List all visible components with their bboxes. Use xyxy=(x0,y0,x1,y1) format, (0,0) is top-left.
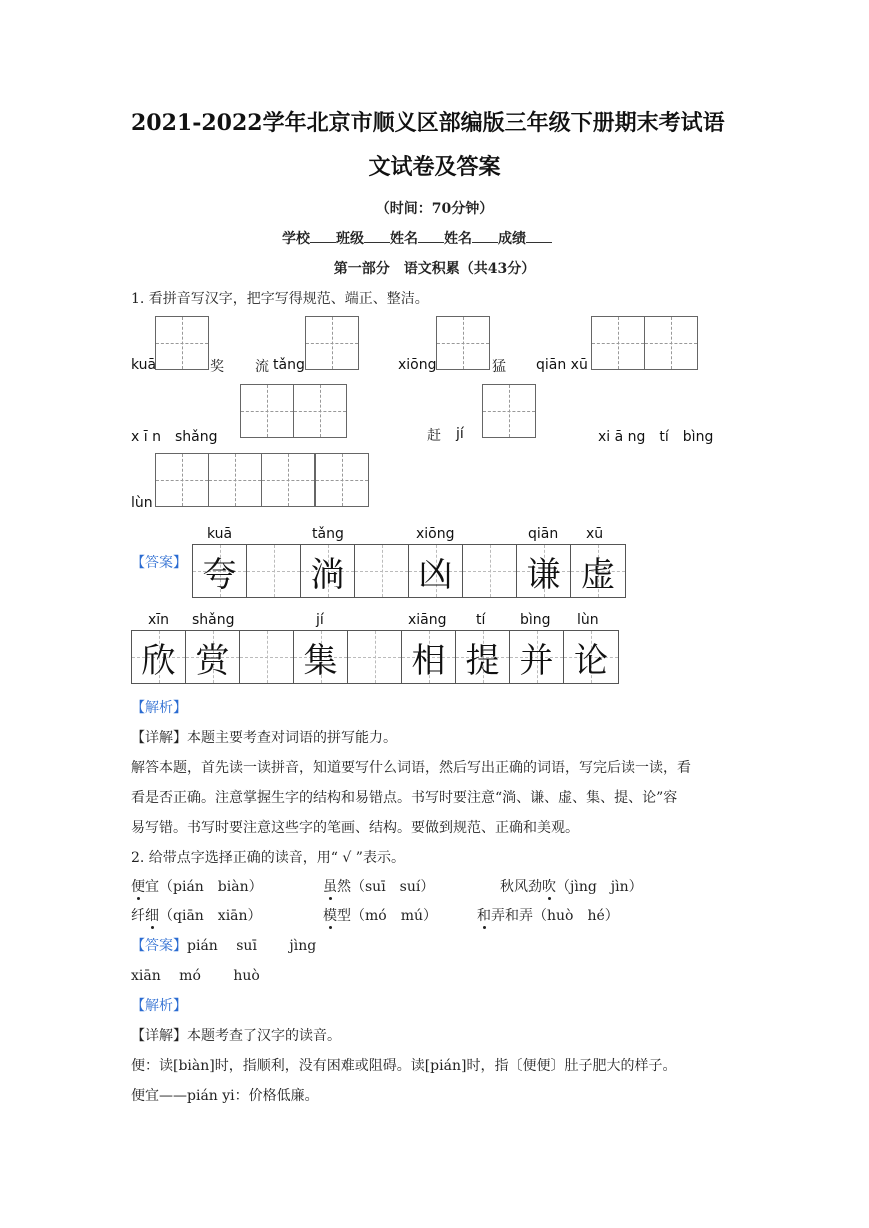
pinyin-kua: kuā xyxy=(131,357,157,373)
info-class: 班级 xyxy=(336,231,364,247)
char-gan: 赶 xyxy=(427,428,441,444)
answer-cell xyxy=(247,545,301,597)
q2-item: 虽然（suī suí） xyxy=(323,879,435,895)
pinyin-xiangtibing: xi ā ng tí bìng xyxy=(598,429,714,445)
char-jiang: 奖 xyxy=(210,359,224,375)
q2-item: 纤细（qiān xiān） xyxy=(131,908,262,924)
pinyin-tang: tǎng xyxy=(273,357,305,373)
answer-cell: 赏 xyxy=(186,631,240,683)
writing-grid xyxy=(644,316,698,370)
writing-grid xyxy=(482,384,536,438)
writing-grid xyxy=(293,384,347,438)
answer-cell: 淌 xyxy=(301,545,355,597)
writing-grid xyxy=(591,316,645,370)
q1-detail: 【详解】本题主要考查对词语的拼写能力。 xyxy=(131,730,397,746)
answer-cell xyxy=(348,631,402,683)
info-name-2: 姓名 xyxy=(444,231,472,247)
ans-pinyin: qiān xyxy=(528,526,559,542)
q2-item: 和弄和弄（huò hé） xyxy=(477,908,619,924)
answer-cell: 集 xyxy=(294,631,348,683)
info-school: 学校 xyxy=(282,231,310,247)
q2-analysis-label: 【解析】 xyxy=(131,998,187,1014)
writing-grid xyxy=(436,316,490,370)
ans-pinyin: tǎng xyxy=(312,526,344,542)
answer-cell: 提 xyxy=(456,631,510,683)
ans-pinyin: shǎng xyxy=(192,612,235,628)
writing-grid xyxy=(261,453,315,507)
page-title-line2: 文试卷及答案 xyxy=(368,154,501,180)
exam-time: （时间：70分钟） xyxy=(375,201,494,217)
q2-paragraph: 便：读[biàn]时，指顺利，没有困难或阻碍。读[pián]时，指〔便便〕肚子肥大的样子。 xyxy=(131,1058,677,1074)
q2-answer: 【答案】pián suī jìng xyxy=(131,938,317,954)
writing-grid xyxy=(155,316,209,370)
ans-pinyin: xīn xyxy=(148,612,170,628)
q2-item: 模型（mó mú） xyxy=(323,908,437,924)
ans-pinyin: bìng xyxy=(520,612,551,628)
q2-item: 便宜（pián biàn） xyxy=(131,879,263,895)
ans-pinyin: xū xyxy=(586,526,604,542)
q2-answer-line2: xiān mó huò xyxy=(131,968,260,984)
q2-answer-label: 【答案】 xyxy=(131,938,187,954)
char-liu: 流 xyxy=(255,359,269,375)
ans-pinyin: xiāng xyxy=(408,612,447,628)
part1-heading: 第一部分 语文积累（共43分） xyxy=(333,261,536,277)
pinyin-lun: lùn xyxy=(131,495,153,511)
q2-paragraph: 便宜——pián yi：价格低廉。 xyxy=(131,1088,319,1104)
answer-cell: 欣 xyxy=(132,631,186,683)
answer-cell: 并 xyxy=(510,631,564,683)
ans-pinyin: kuā xyxy=(207,526,233,542)
answer-cell xyxy=(240,631,294,683)
answer-cell: 夸 xyxy=(193,545,247,597)
answer-cell: 论 xyxy=(564,631,618,683)
char-meng: 猛 xyxy=(492,359,506,375)
q1-paragraph: 易写错。书写时要注意这些字的笔画、结构。要做到规范、正确和美观。 xyxy=(131,820,579,836)
pinyin-xiong: xiōng xyxy=(398,357,437,373)
info-name: 姓名 xyxy=(390,231,418,247)
q2-item: 秋风劲吹（jìng jìn） xyxy=(500,879,643,895)
q1-text: 1. 看拼音写汉字，把字写得规范、端正、整洁。 xyxy=(131,291,429,307)
ans-pinyin: xiōng xyxy=(416,526,455,542)
writing-grid xyxy=(155,453,209,507)
answer-cell: 谦 xyxy=(517,545,571,597)
student-info xyxy=(282,228,552,248)
answer-cell xyxy=(355,545,409,597)
answer-grid-row2 xyxy=(131,630,619,684)
writing-grid xyxy=(240,384,294,438)
page-title-line1: 2021-2022学年北京市顺义区部编版三年级下册期末考试语 xyxy=(131,110,725,136)
ans-pinyin: tí xyxy=(476,612,486,628)
q1-paragraph: 看是否正确。注意掌握生字的结构和易错点。书写时要注意“淌、谦、虚、集、提、论”容 xyxy=(131,790,678,806)
ans-pinyin: lùn xyxy=(577,612,599,628)
q2-detail: 【详解】本题考查了汉字的读音。 xyxy=(131,1028,341,1044)
pinyin-xinshang: x ī n shǎng xyxy=(131,429,218,445)
writing-grid xyxy=(208,453,262,507)
pinyin-ji: jí xyxy=(456,426,464,442)
q2-text: 2. 给带点字选择正确的读音，用“ √ ”表示。 xyxy=(131,850,405,866)
ans-pinyin: jí xyxy=(316,612,324,628)
pinyin-qianxu: qiān xū xyxy=(536,357,588,373)
answer-grid-row1 xyxy=(192,544,626,598)
q1-analysis-label: 【解析】 xyxy=(131,700,187,716)
writing-grid xyxy=(305,316,359,370)
answer-cell: 虚 xyxy=(571,545,625,597)
answer-cell: 凶 xyxy=(409,545,463,597)
answer-cell: 相 xyxy=(402,631,456,683)
writing-grid xyxy=(315,453,369,507)
q1-answer-label: 【答案】 xyxy=(131,555,187,571)
q1-paragraph: 解答本题，首先读一读拼音，知道要写什么词语，然后写出正确的词语，写完后读一读，看 xyxy=(131,760,691,776)
answer-cell xyxy=(463,545,517,597)
info-score: 成绩 xyxy=(498,231,526,247)
